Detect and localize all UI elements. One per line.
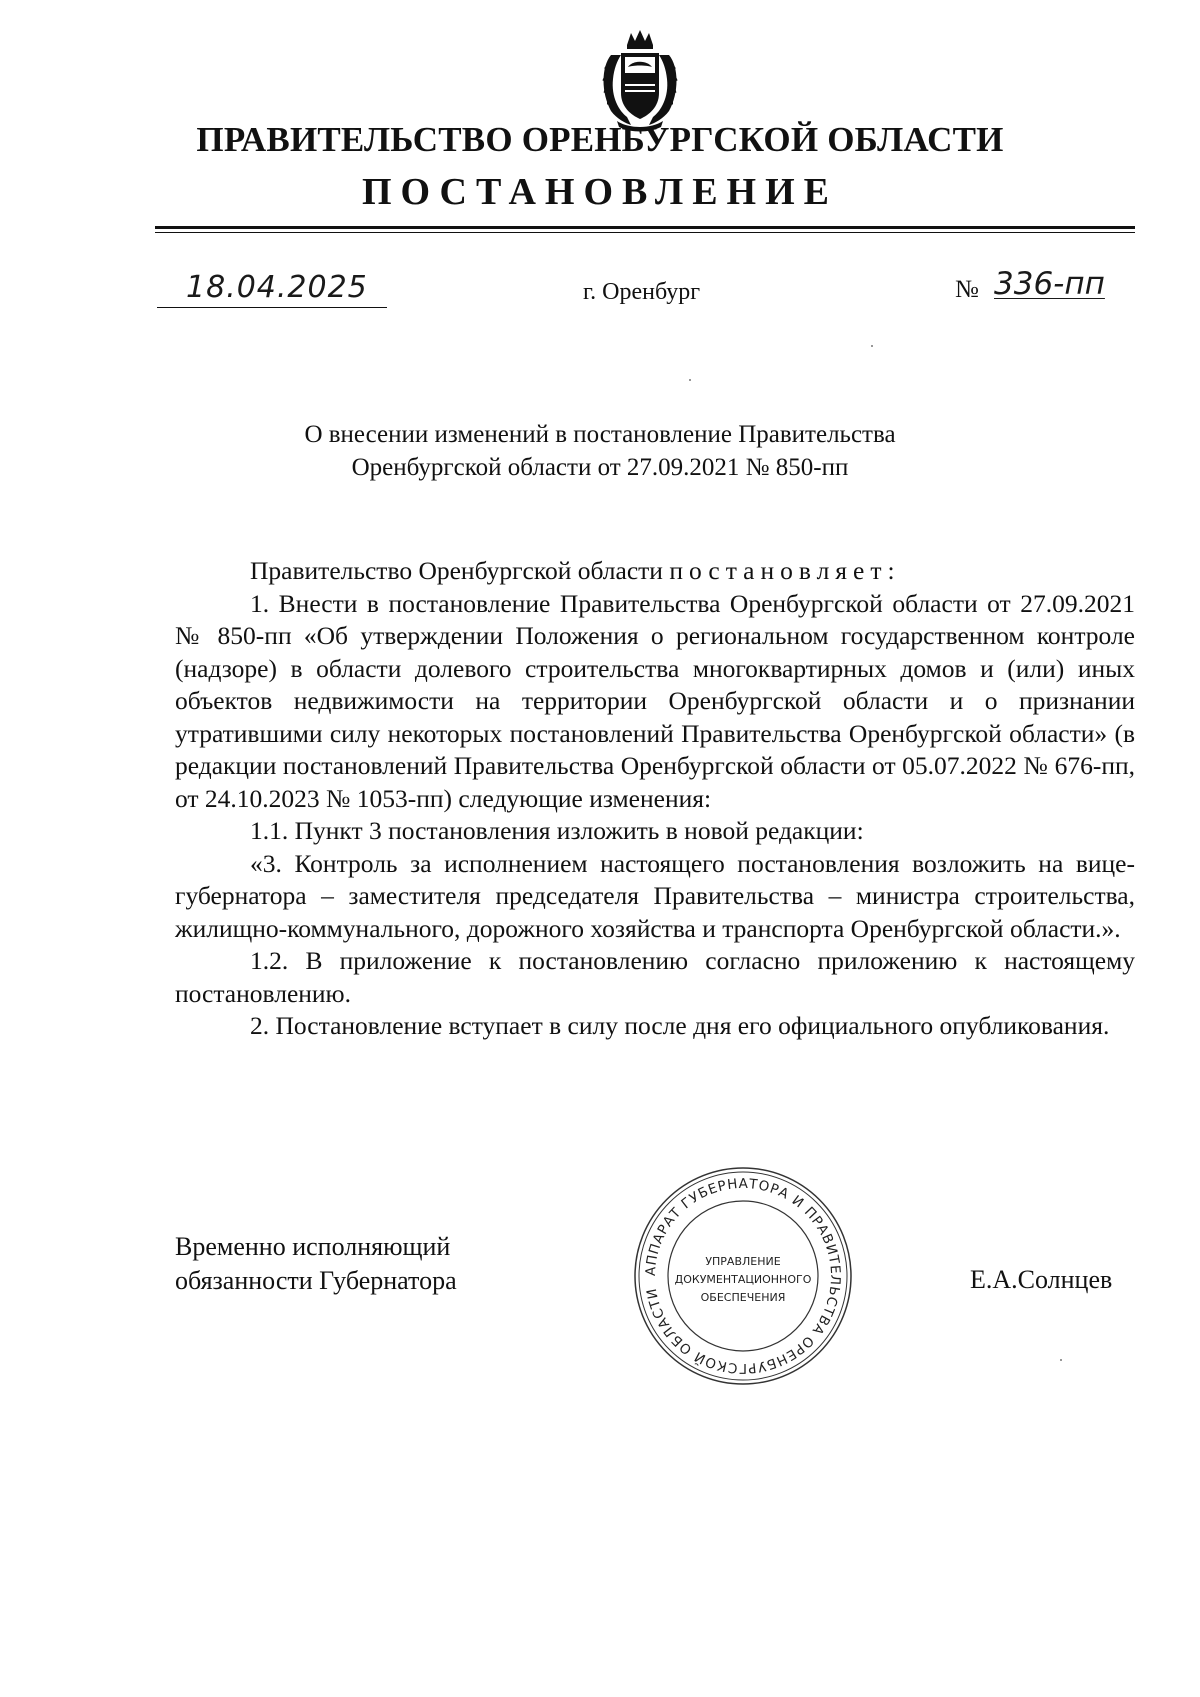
position-line-2: обязанности Губернатора: [175, 1266, 457, 1295]
signatory-position: [175, 1230, 457, 1298]
position-line-1: Временно исполняющий: [175, 1232, 451, 1261]
paragraph-1: 1. Внести в постановление Правительства Оренбургской области от 27.09.2021 № 850-пп «Об утверждении Положения о региональном государственном контроле (надзоре) в области долевого строительства многоквартирных домов и (или) иных объектов недвижимости на территории Оренбургской области и о признании утратившими силу некоторых постановлений Правительства Оренбургской области» (в редакции постановлений Правительства Оренбургской области от 05.07.2022 № 676-пп, от 24.10.2023 № 1053-пп) следующие изменения:: [175, 588, 1135, 813]
stamp-center-line-1: УПРАВЛЕНИЕ: [705, 1255, 781, 1268]
stamp-center-line-3: ОБЕСПЕЧЕНИЯ: [700, 1291, 786, 1304]
paragraph-1-2: 1.2. В приложение к постановлению согласно приложению к настоящему постановлению.: [175, 946, 1135, 1008]
document-type-title: ПОСТАНОВЛЕНИЕ: [361, 171, 839, 213]
paragraph-2: 2. Постановление вступает в силу после дня его официального опубликования.: [250, 1011, 1110, 1040]
scan-speck: [871, 345, 873, 347]
stamp-ring-text: АППАРАТ ГУБЕРНАТОРА И ПРАВИТЕЛЬСТВА ОРЕНБУРГСКОЙ ОБЛАСТИ: [642, 1175, 844, 1377]
document-subject: [0, 418, 1200, 484]
official-stamp: [632, 1165, 854, 1387]
scan-speck: [1060, 1359, 1062, 1361]
subject-line-2: Оренбургской области от 27.09.2021 № 850-пп: [351, 454, 849, 481]
intro-prefix: Правительство Оренбургской области: [250, 556, 670, 585]
scan-speck: [689, 379, 691, 381]
document-number: 336-пп: [994, 266, 1105, 302]
stamp-center-line-2: ДОКУМЕНТАЦИОННОГО: [674, 1273, 812, 1286]
document-body: [175, 555, 1135, 1043]
paragraph-1-1-quote: «3. Контроль за исполнением настоящего постановления возложить на вице-губернатора – заместителя председателя Правительства – министра строительства, жилищно-коммунального, дорожного хозяйства и транспорта Оренбургской области.».: [175, 848, 1135, 943]
document-city: г. Оренбург: [583, 279, 701, 305]
document-date: 18.04.2025: [186, 270, 368, 305]
paragraph-1-1: 1.1. Пункт 3 постановления изложить в новой редакции:: [250, 816, 864, 845]
intro-paragraph: [175, 555, 1135, 588]
number-sign: №: [955, 276, 979, 303]
header-rule-thin: [155, 232, 1135, 233]
header-rule-thick: [155, 226, 1135, 229]
signatory-name: Е.А.Солнцев: [970, 1265, 1113, 1294]
date-underline: [157, 307, 387, 308]
government-title: ПРАВИТЕЛЬСТВО ОРЕНБУРГСКОЙ ОБЛАСТИ: [196, 120, 1004, 159]
subject-line-1: О внесении изменений в постановление Правительства: [304, 421, 896, 448]
intro-verb: постановляет:: [669, 556, 901, 585]
coat-of-arms-emblem: [597, 27, 683, 133]
